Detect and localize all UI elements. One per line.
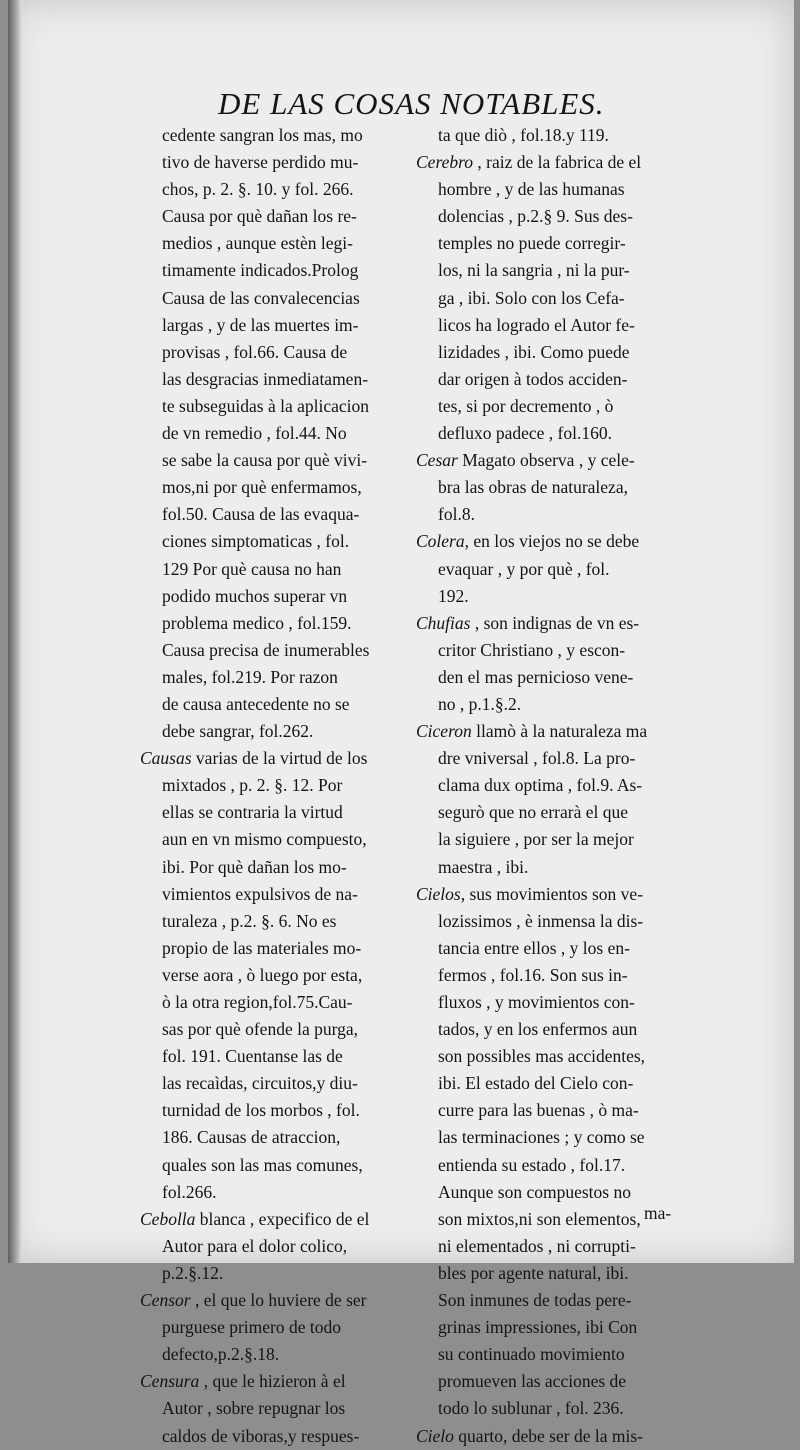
line-text: no , p.1.§.2.	[438, 693, 522, 714]
text-line	[416, 1341, 678, 1368]
text-line	[140, 1314, 402, 1341]
text-line	[416, 745, 678, 772]
line-text: promueven las acciones de	[438, 1371, 627, 1392]
line-text: defluxo padece , fol.160.	[438, 423, 612, 444]
left-column	[140, 122, 402, 1450]
text-line	[140, 583, 402, 610]
line-text: clama dux optima , fol.9. As-	[438, 775, 643, 796]
line-text: ibi. Por què dañan los mo-	[162, 856, 347, 877]
text-line	[416, 1233, 678, 1260]
text-line	[416, 312, 678, 339]
line-text: caldos de viboras,y respues-	[162, 1425, 360, 1446]
text-line	[140, 1070, 402, 1097]
entry-keyword: Chufias	[416, 612, 471, 633]
text-line	[140, 1097, 402, 1124]
text-line	[416, 447, 678, 474]
line-text: licos ha logrado el Autor fe-	[438, 314, 635, 335]
line-text: vimientos expulsivos de na-	[162, 883, 358, 904]
text-line	[140, 691, 402, 718]
text-line	[140, 257, 402, 284]
line-text: sas por què ofende la purga,	[162, 1019, 359, 1040]
text-line	[140, 1179, 402, 1206]
line-text: purguese primero de todo	[162, 1317, 342, 1338]
line-text: 192.	[438, 585, 469, 606]
entry-keyword: Cielo	[416, 1425, 454, 1446]
entry-keyword: Ciceron	[416, 721, 472, 742]
text-line	[140, 501, 402, 528]
text-line	[416, 1043, 678, 1070]
line-text: fol.8.	[438, 504, 475, 525]
text-line	[416, 176, 678, 203]
text-line	[140, 1152, 402, 1179]
text-line	[140, 637, 402, 664]
line-text: podido muchos superar vn	[162, 585, 348, 606]
text-line	[140, 1233, 402, 1260]
entry-keyword: Cerebro	[416, 152, 474, 173]
entry-keyword: Censor	[140, 1290, 191, 1311]
text-line	[140, 339, 402, 366]
text-line	[416, 799, 678, 826]
line-text: problema medico , fol.159.	[162, 612, 352, 633]
text-line	[140, 854, 402, 881]
text-line	[416, 1314, 678, 1341]
line-text: dar origen à todos acciden-	[438, 368, 628, 389]
line-text: provisas , fol.66. Causa de	[162, 341, 348, 362]
line-text: varias de la virtud de los	[191, 748, 368, 769]
text-line	[140, 1206, 402, 1233]
line-text: temples no puede corregir-	[438, 233, 626, 254]
text-line	[416, 339, 678, 366]
line-text: ni elementados , ni corrupti-	[438, 1235, 636, 1256]
line-text: Autor , sobre repugnar los	[162, 1398, 346, 1419]
line-text: tancia entre ellos , y los en-	[438, 937, 630, 958]
text-line	[416, 881, 678, 908]
text-line	[140, 230, 402, 257]
line-text: fol.266.	[162, 1181, 217, 1202]
line-text: , sus movimientos son ve-	[460, 883, 644, 904]
text-line	[416, 854, 678, 881]
line-text: las terminaciones ; y como se	[438, 1127, 645, 1148]
text-line	[416, 1206, 678, 1233]
text-line	[140, 989, 402, 1016]
line-text: aun en vn mismo compuesto,	[162, 829, 367, 850]
line-text: turaleza , p.2. §. 6. No es	[162, 910, 337, 931]
text-line	[416, 691, 678, 718]
line-text: mos,ni por què enfermamos,	[162, 477, 362, 498]
line-text: son possibles mas accidentes,	[438, 1046, 646, 1067]
line-text: , raiz de la fabrica de el	[473, 152, 642, 173]
line-text: 186. Causas de atraccion,	[162, 1127, 341, 1148]
line-text: 129 Por què causa no han	[162, 558, 342, 579]
line-text: medios , aunque estèn legi-	[162, 233, 353, 254]
line-text: las desgracias inmediatamen-	[162, 368, 369, 389]
text-line	[140, 935, 402, 962]
text-line	[416, 1260, 678, 1287]
line-text: Causa de las convalecencias	[162, 287, 360, 308]
text-line	[140, 312, 402, 339]
text-line	[140, 799, 402, 826]
text-line	[416, 1016, 678, 1043]
line-text: los, ni la sangria , ni la pur-	[438, 260, 630, 281]
text-line	[140, 556, 402, 583]
text-line	[140, 1368, 402, 1395]
line-text: Causa por què dañan los re-	[162, 206, 357, 227]
line-text: verse aora , ò luego por esta,	[162, 964, 363, 985]
text-line	[140, 1016, 402, 1043]
text-line	[416, 935, 678, 962]
text-line	[140, 745, 402, 772]
text-line	[140, 1260, 402, 1287]
text-line	[140, 664, 402, 691]
line-text: fluxos , y movimientos con-	[438, 992, 635, 1012]
line-text: las recaìdas, circuitos,y diu-	[162, 1073, 358, 1094]
text-line	[140, 908, 402, 935]
text-line	[140, 285, 402, 312]
text-line	[416, 610, 678, 637]
text-line	[416, 1070, 678, 1097]
line-text: fermos , fol.16. Son sus in-	[438, 964, 628, 985]
book-page	[8, 0, 794, 1446]
page-gutter	[8, 0, 22, 1263]
text-line	[416, 474, 678, 501]
line-text: , que le hizieron à el	[199, 1371, 346, 1392]
line-text: den el mas pernicioso vene-	[438, 666, 634, 687]
line-text: ò la otra region,fol.75.Cau-	[162, 992, 353, 1012]
text-line	[140, 962, 402, 989]
catchword: ma-	[644, 1203, 672, 1223]
line-text: Aunque son compuestos no	[438, 1181, 631, 1202]
line-text: maestra , ibi.	[438, 856, 529, 877]
text-line	[416, 772, 678, 799]
text-line	[140, 772, 402, 799]
line-text: Magato observa , y cele-	[457, 450, 635, 471]
line-text: grinas impressiones, ibi Con	[438, 1317, 638, 1338]
line-text: la siguiere , por ser la mejor	[438, 829, 634, 850]
line-text: evaquar , y por què , fol.	[438, 558, 610, 579]
line-text: bra las obras de naturaleza,	[438, 477, 628, 498]
line-text: lizidades , ibi. Como puede	[438, 341, 630, 362]
line-text: dolencias , p.2.§ 9. Sus des-	[438, 206, 633, 227]
line-text: Son inmunes de todas pere-	[438, 1290, 632, 1311]
text-line	[416, 1097, 678, 1124]
line-text: defecto,p.2.§.18.	[162, 1344, 280, 1365]
line-text: propio de las materiales mo-	[162, 937, 362, 958]
text-line	[140, 203, 402, 230]
text-line	[416, 528, 678, 555]
right-column	[416, 122, 678, 1450]
text-line	[140, 447, 402, 474]
line-text: p.2.§.12.	[162, 1262, 224, 1283]
text-line	[140, 176, 402, 203]
text-line	[140, 1287, 402, 1314]
text-line	[416, 501, 678, 528]
line-text: se sabe la causa por què vivi-	[162, 450, 368, 471]
text-line	[140, 1341, 402, 1368]
line-text: turnidad de los morbos , fol.	[162, 1100, 360, 1121]
text-line	[416, 1423, 678, 1450]
text-line	[416, 556, 678, 583]
text-line	[140, 1124, 402, 1151]
text-line	[416, 285, 678, 312]
line-text: ciones simptomaticas , fol.	[162, 531, 350, 552]
entry-keyword: Cebolla	[140, 1208, 196, 1229]
text-line	[140, 718, 402, 745]
line-text: Autor para el dolor colico,	[162, 1235, 348, 1256]
line-text: , en los viejos no se debe	[464, 531, 640, 552]
line-text: fol. 191. Cuentanse las de	[162, 1046, 343, 1067]
line-text: , son indignas de vn es-	[470, 612, 640, 633]
line-text: critor Christiano , y escon-	[438, 639, 626, 660]
line-text: ibi. El estado del Cielo con-	[438, 1073, 634, 1094]
line-text: males, fol.219. Por razon	[162, 666, 338, 687]
text-line	[416, 149, 678, 176]
text-line	[416, 1179, 678, 1206]
line-text: largas , y de las muertes im-	[162, 314, 359, 335]
line-text: hombre , y de las humanas	[438, 179, 625, 200]
line-text: tivo de haverse perdido mu-	[162, 152, 359, 173]
line-text: tados, y en los enfermos aun	[438, 1019, 638, 1040]
text-line	[140, 149, 402, 176]
line-text: quales son las mas comunes,	[162, 1154, 363, 1175]
line-text: chos, p. 2. §. 10. y fol. 266.	[162, 179, 354, 200]
line-text: ga , ibi. Solo con los Cefa-	[438, 287, 625, 308]
text-line	[416, 1395, 678, 1422]
running-header: DE LAS COSAS NOTABLES.	[218, 86, 605, 121]
text-line	[140, 420, 402, 447]
line-text: llamò à la naturaleza ma	[471, 721, 648, 742]
entry-keyword: Cesar	[416, 450, 458, 471]
line-text: cedente sangran los mas, mo	[162, 125, 363, 145]
text-line	[416, 826, 678, 853]
line-text: curre para las buenas , ò ma-	[438, 1100, 639, 1121]
text-line	[416, 1287, 678, 1314]
text-line	[416, 1368, 678, 1395]
text-line	[140, 366, 402, 393]
line-text: todo lo sublunar , fol. 236.	[438, 1398, 624, 1419]
line-text: de vn remedio , fol.44. No	[162, 423, 347, 444]
line-text: ellas se contraria la virtud	[162, 802, 343, 823]
text-line	[416, 1124, 678, 1151]
text-line	[416, 664, 678, 691]
line-text: fol.50. Causa de las evaqua-	[162, 504, 360, 525]
text-line	[416, 257, 678, 284]
line-text: Causa precisa de inumerables	[162, 639, 370, 660]
entry-keyword: Colera	[416, 531, 465, 552]
line-text: timamente indicados.Prolog	[162, 260, 359, 281]
text-line	[416, 393, 678, 420]
text-line	[416, 718, 678, 745]
text-line	[416, 989, 678, 1016]
entry-keyword: Causas	[140, 748, 192, 769]
text-line	[416, 1152, 678, 1179]
line-text: mixtados , p. 2. §. 12. Por	[162, 775, 343, 796]
text-line	[140, 826, 402, 853]
entry-keyword: Cielos	[416, 883, 461, 904]
line-text: quarto, debe ser de la mis-	[453, 1425, 643, 1446]
text-line	[140, 1423, 402, 1450]
line-text: dre vniversal , fol.8. La pro-	[438, 748, 636, 769]
line-text: entienda su estado , fol.17.	[438, 1154, 626, 1175]
line-text: blanca , expecifico de el	[195, 1208, 370, 1229]
line-text: su continuado movimiento	[438, 1344, 625, 1365]
line-text: debe sangrar, fol.262.	[162, 721, 314, 742]
line-text: , el que lo huviere de ser	[190, 1290, 367, 1311]
text-line	[140, 610, 402, 637]
text-line	[140, 1395, 402, 1422]
line-text: ta que diò , fol.18.y 119.	[438, 125, 609, 145]
text-line	[140, 474, 402, 501]
text-line	[416, 366, 678, 393]
text-line	[140, 393, 402, 420]
line-text: te subseguidas à la aplicacion	[162, 395, 370, 416]
line-text: son mixtos,ni son elementos,	[438, 1208, 641, 1229]
text-line	[416, 420, 678, 447]
line-text: de causa antecedente no se	[162, 693, 350, 714]
line-text: lozissimos , è inmensa la dis-	[438, 910, 644, 931]
line-text: segurò que no errarà el que	[438, 802, 628, 823]
text-line	[416, 637, 678, 664]
text-line	[416, 908, 678, 935]
text-line	[140, 1043, 402, 1070]
line-text: bles por agente natural, ibi.	[438, 1262, 629, 1283]
text-line	[416, 962, 678, 989]
text-line	[140, 122, 402, 149]
text-line	[416, 122, 678, 149]
text-line	[416, 583, 678, 610]
text-line	[140, 881, 402, 908]
text-line	[416, 203, 678, 230]
entry-keyword: Censura	[140, 1371, 200, 1392]
text-line	[416, 230, 678, 257]
text-line	[140, 528, 402, 555]
line-text: tes, si por decremento , ò	[438, 395, 614, 416]
